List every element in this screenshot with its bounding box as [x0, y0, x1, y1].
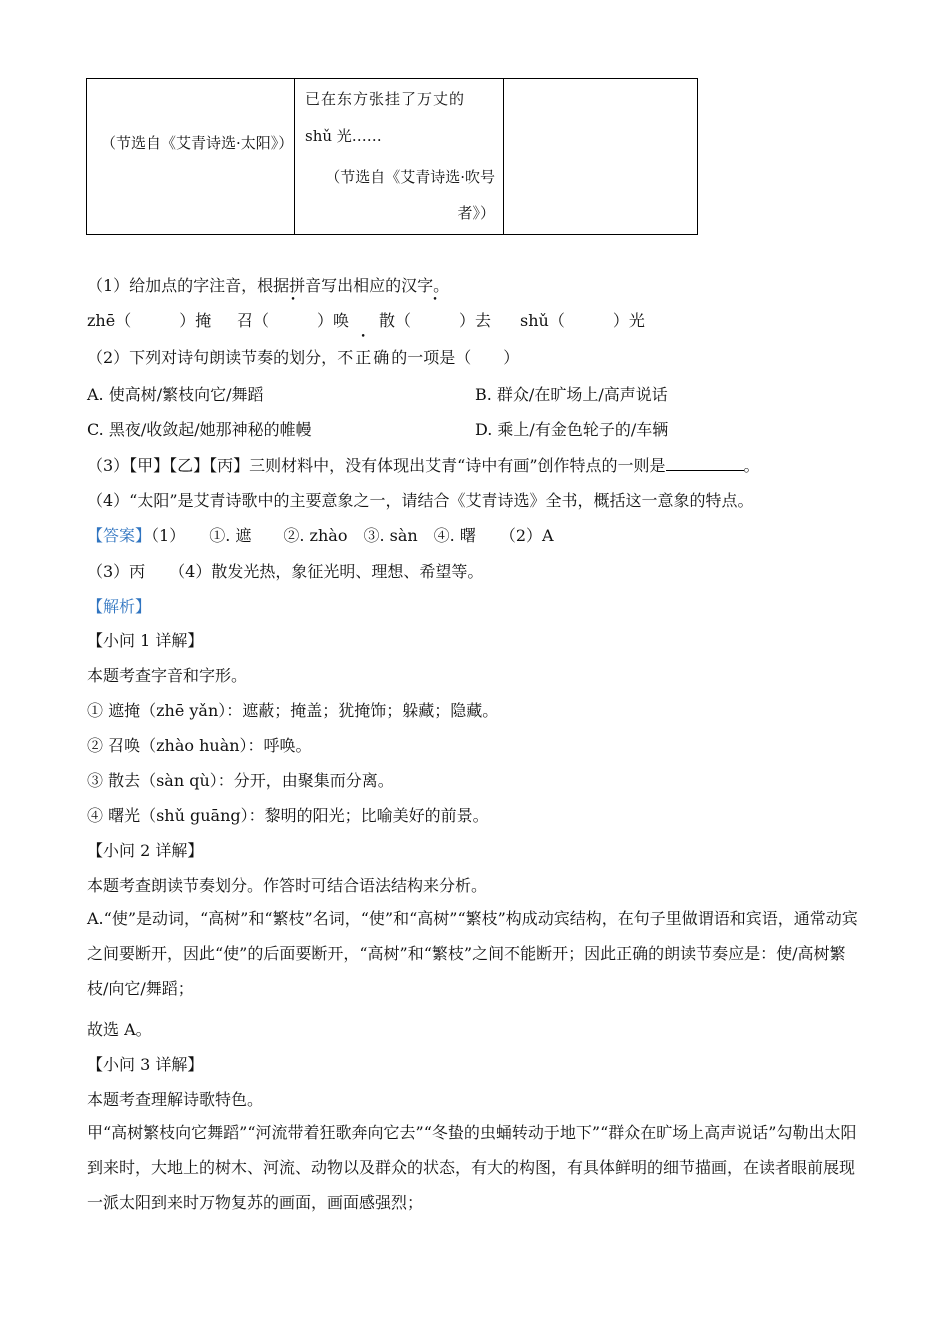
emphasis-dot-char — [379, 309, 491, 333]
q2-option-d: D. 乘上/有金色轮子的/车辆 — [475, 420, 669, 439]
q1-item-2-text: 召（ ）唤 — [237, 311, 350, 330]
subquestion-2-conclusion: 故选 A。 — [87, 1020, 152, 1039]
subquestion-2-body: A.“使”是动词，“高树”和“繁枝”名词，“使”和“高树”“繁枝”构成动宾结构，在句子里做谓语和宾语，通常动宾之间要断开，因此“使”的后面要断开，“高树”和“繁枝”之间不能断开；因此正确的朗读节奏应是：使/高树繁枝/向它/舞蹈； — [87, 909, 858, 998]
q1-item-3 — [379, 309, 491, 333]
subquestion-2-intro: 本题考查朗读节奏划分。作答时可结合语法结构来分析。 — [87, 876, 488, 895]
subquestion-1-item: ④ 曙光（shǔ guāng）：黎明的阳光；比喻美好的前景。 — [87, 806, 489, 825]
q2-prompt-pre: （2）下列对诗句朗读节奏的划分， — [87, 348, 338, 367]
q3-prompt-end: 。 — [743, 456, 760, 475]
subquestion-1-intro: 本题考查字音和字形。 — [87, 666, 248, 685]
q4-prompt: （4）“太阳”是艾青诗歌中的主要意象之一，请结合《艾青诗选》全书，概括这一意象的特点。 — [87, 491, 754, 510]
table-cell-2-line1: 已在东方张挂了万丈的 — [305, 90, 466, 108]
q3-prompt — [87, 454, 760, 478]
q2-prompt — [87, 346, 519, 370]
q2-prompt-post: 的一项是（ ） — [391, 348, 520, 367]
q2-prompt-mark: 不正确 — [337, 348, 392, 367]
table-cell-1-source: （节选自《艾青诗选·太阳》） — [101, 134, 294, 152]
answer-text-1: （1） ①. 遮 ②. zhào ③. sàn ④. 曙 （2）A — [151, 526, 554, 545]
table-divider — [503, 79, 504, 234]
answer-blank — [666, 456, 744, 471]
subquestion-1-item: ③ 散去（sàn qù）：分开，由聚集而分离。 — [87, 771, 394, 790]
q2-option-c: C. 黑夜/收敛起/她那神秘的帷幔 — [87, 420, 312, 439]
answer-line-1 — [87, 524, 554, 548]
subquestion-2-title: 【小问 2 详解】 — [87, 841, 204, 860]
poem-table — [86, 78, 698, 235]
q2-option-b: B. 群众/在旷场上/高声说话 — [475, 385, 668, 404]
subquestion-3-body: 甲“高树繁枝向它舞蹈”“河流带着狂歌奔向它去”“冬蛰的虫蛹转动于地下”“群众在旷场上高声说话”勾勒出太阳到来时，大地上的树木、河流、动物以及群众的状态，有大的构图，有具体鲜明的细节描画，在读者眼前展现一派太阳到来时万物复苏的画面，画面感强烈； — [87, 1123, 857, 1212]
answer-label: 【答案】 — [87, 526, 152, 545]
q1-item-1: zhē（ ）掩 — [87, 311, 212, 330]
table-divider — [294, 79, 295, 234]
table-cell-2-source: （节选自《艾青诗选·吹号者》） — [325, 168, 495, 222]
analysis-label: 【解析】 — [87, 597, 152, 616]
q1-item-3-text: 散（ ）去 — [379, 311, 492, 330]
q1-item-4: shǔ（ ）光 — [520, 311, 645, 330]
q1-item-2 — [237, 309, 349, 333]
subquestion-3-title: 【小问 3 详解】 — [87, 1055, 204, 1074]
subquestion-1-title: 【小问 1 详解】 — [87, 631, 204, 650]
subquestion-1-item: ① 遮掩（zhē yǎn）：遮蔽；掩盖；犹掩饰；躲藏；隐藏。 — [87, 701, 499, 720]
q2-option-a: A. 使高树/繁枝向它/舞蹈 — [87, 385, 264, 404]
q1-prompt: （1）给加点的字注音，根据拼音写出相应的汉字。 — [87, 276, 450, 295]
subquestion-3-intro: 本题考查理解诗歌特色。 — [87, 1090, 264, 1109]
subquestion-1-item: ② 召唤（zhào huàn）：呼唤。 — [87, 736, 312, 755]
answer-line-2: （3）丙 （4）散发光热，象征光明、理想、希望等。 — [87, 562, 484, 581]
emphasis-dot-char — [237, 309, 349, 333]
table-cell-2-line2: shǔ 光…… — [305, 127, 382, 145]
q3-prompt-text: （3）【甲】【乙】【丙】三则材料中，没有体现出艾青“诗中有画”创作特点的一则是 — [87, 456, 666, 475]
